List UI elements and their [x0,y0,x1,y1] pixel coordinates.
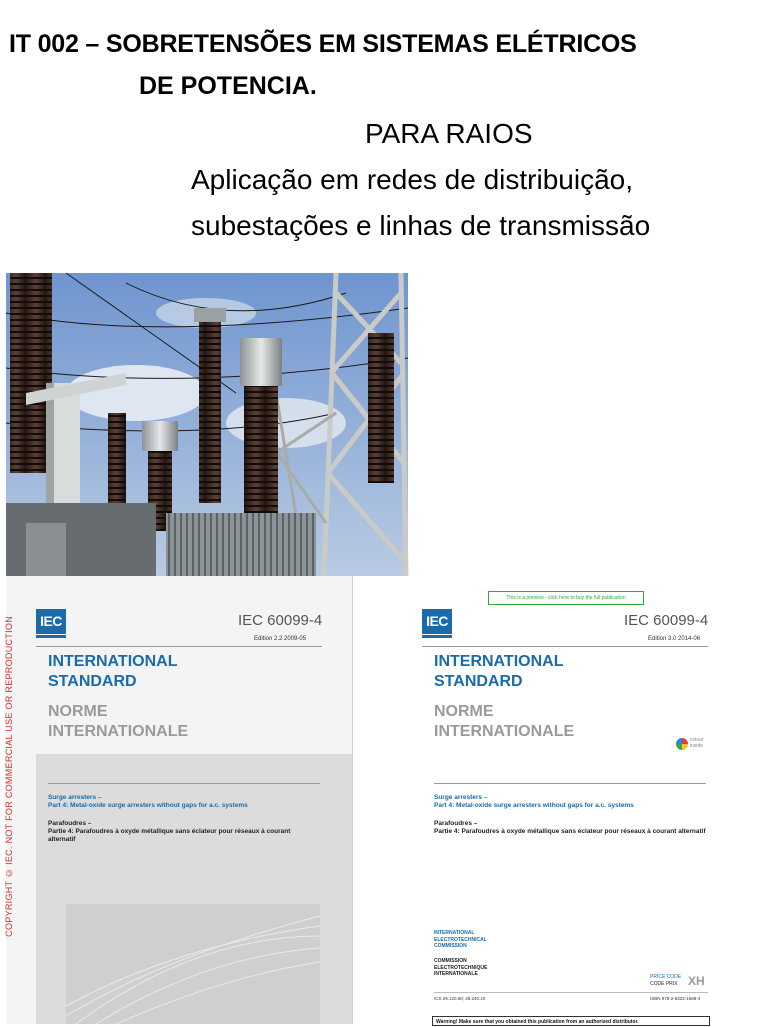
french-title: Parafoudres – Partie 4: Parafoudres à oxyde métallique sans éclateur pour réseaux à courant alternatif [48,820,291,843]
divider [48,783,320,784]
edition-date: Edition 2.2 2009-05 [254,636,307,642]
norme-internationale-heading: NORME INTERNATIONALE [48,703,189,740]
divider [36,646,322,647]
international-standard-heading: INTERNATIONAL STANDARD [434,653,564,690]
divider [422,646,708,647]
english-title: Surge arresters – Part 4: Metal-oxide surge arresters without gaps for a.c. systems [434,794,634,809]
iec-standard-cover-2009 [6,576,353,1024]
iec-logo: IEC [36,609,66,634]
international-standard-heading: INTERNATIONAL STANDARD [48,653,178,690]
iec-name-english: INTERNATIONAL ELECTROTECHNICAL COMMISSION [434,930,487,949]
english-title: Surge arresters – Part 4: Metal-oxide surge arresters without gaps for a.c. systems [48,794,248,809]
preview-purchase-link[interactable]: This is a preview - click here to buy the full publication [488,591,644,605]
price-code-label: PRICE CODE CODE PRIX [650,974,682,987]
colour-inside-icon [676,738,688,750]
norme-internationale-heading: NORME INTERNATIONALE [434,703,575,740]
divider [434,783,706,784]
iec-name-french: COMMISSION ELECTROTECHNIQUE INTERNATIONALE [434,958,488,977]
copyright-notice: COPYRIGHT © IEC. NOT FOR COMMERCIAL USE OR REPRODUCTION [4,616,14,937]
ics-code: ICS 29.120.50; 29.240.10 [434,996,486,1001]
substation-surge-arrester-photo [6,273,408,576]
iec-logo: IEC [422,609,452,634]
slide-title-line-1: IT 002 – SOBRETENSÕES EM SISTEMAS ELÉTRICOS [9,30,637,58]
isbn-number: ISBN 978-2-8322-1688-3 [650,996,701,1001]
slide-title-line-2: DE POTENCIA. [139,72,317,100]
price-code-value: XH [688,974,705,988]
slide-description-line-1: Aplicação em redes de distribuição, [191,164,634,195]
standard-number: IEC 60099-4 [624,612,709,629]
standard-number: IEC 60099-4 [238,612,323,629]
iec-standard-cover-2014 [408,576,730,1024]
french-title: Parafoudres – Partie 4: Parafoudres à oxyde métallique sans éclateur pour réseaux à courant alternatif [434,820,706,835]
colour-inside-label: colour inside [690,737,704,749]
divider [434,992,708,993]
edition-date: Edition 3.0 2014-06 [648,636,701,642]
slide-subtitle: PARA RAIOS [365,118,533,149]
slide-description-line-2: subestações e linhas de transmissão [191,210,651,241]
warning-notice: Warning! Make sure that you obtained this publication from an authorized distributor. [432,1016,710,1026]
